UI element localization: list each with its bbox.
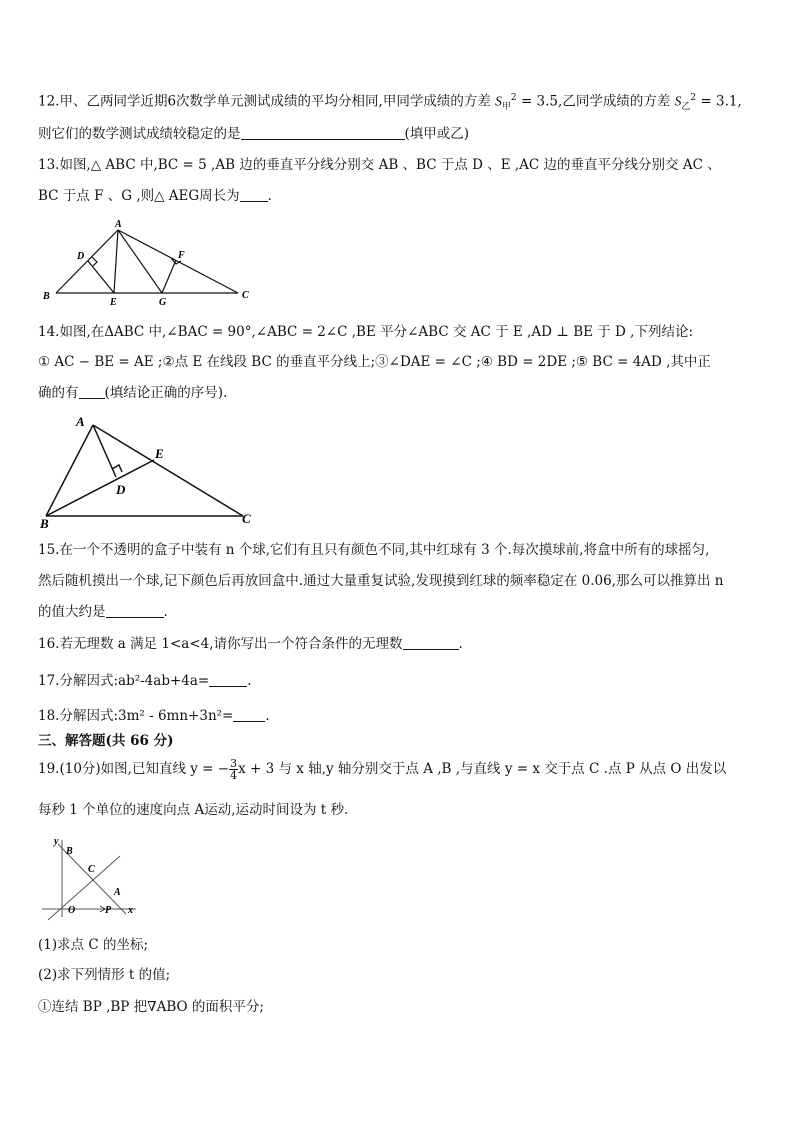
- q14-line2: ① AC − BE = AE ;②点 E 在线段 BC 的垂直平分线上;③∠DAE = ∠C ;④ BD = 2DE ;⑤ BC = 4AD ,其中正: [38, 354, 711, 370]
- answer-blank[interactable]: [79, 384, 105, 399]
- q13-label-e: E: [110, 297, 117, 308]
- q14-line3: 确的有 (填结论正确的序号).: [38, 385, 228, 401]
- q19-label-c: C: [88, 864, 95, 875]
- answer-blank[interactable]: [403, 635, 459, 650]
- q15-line2: 然后随机摸出一个球,记下颜色后再放回盒中.通过大量重复试验,发现摸到红球的频率稳定在 0.06,那么可以推算出 n: [38, 573, 724, 589]
- answer-blank[interactable]: [240, 187, 268, 202]
- section-heading: 三、解答题(共 66 分): [38, 733, 174, 749]
- q19-line1: 19.(10分)如图,已知直线 y = − $\frac{3}{4}$ x + 3 与 x 轴,y 轴分别交于点 A ,B ,与直线 y = x 交于点 C .点 P 从点 O 出发以: [38, 757, 727, 782]
- q19-label-o: O: [68, 905, 76, 916]
- q12-line1: 12.甲、乙两同学近期6次数学单元测试成绩的平均分相同,甲同学成绩的方差 $S_甲^2 = 3.5$,乙同学成绩的方差 $S_乙^2 = 3.1$,: [38, 93, 742, 113]
- q13-label-g: G: [159, 297, 167, 308]
- q13-label-c: C: [242, 290, 249, 301]
- q14-line1: 14.如图,在ΔABC 中,∠BAC = 90°,∠ABC = 2∠C ,BE 平分∠ABC 交 AC 于 E ,AD ⊥ BE 于 D ,下列结论:: [38, 324, 694, 340]
- q14-label-e: E: [155, 446, 164, 461]
- answer-blank[interactable]: [106, 603, 164, 618]
- q14-label-b: B: [40, 516, 49, 531]
- fraction: $\frac{3}{4}$: [230, 757, 238, 782]
- q12-line2: 则它们的数学测试成绩较稳定的是 (填甲或乙): [38, 126, 470, 142]
- q19-label-p: P: [105, 905, 112, 916]
- q14-label-c: C: [242, 511, 251, 526]
- answer-blank[interactable]: [241, 125, 405, 140]
- q19-label-a: A: [114, 887, 121, 898]
- q13-label-f: F: [178, 250, 185, 261]
- q14-label-a: A: [76, 414, 85, 429]
- q19-sub3: ①连结 BP ,BP 把∇ABO 的面积平分;: [38, 999, 264, 1015]
- q15-line3: 的值大约是 .: [38, 604, 168, 620]
- q15-line1: 15.在一个不透明的盒子中装有 n 个球,它们有且只有颜色不同,其中红球有 3 个.每次摸球前,将盒中所有的球摇匀,: [38, 542, 710, 558]
- q16-line: 16.若无理数 a 满足 1<a<4,请你写出一个符合条件的无理数 .: [38, 636, 463, 652]
- q13-label-d: D: [77, 251, 85, 262]
- q13-line1: 13.如图,△ ABC 中,BC = 5 ,AB 边的垂直平分线分别交 AB 、BC 于点 D 、E ,AC 边的垂直平分线分别交 AC 、: [38, 157, 721, 173]
- q18-line: 18.分解因式:3m² - 6mn+3n²= .: [38, 708, 270, 724]
- q13-figure: [38, 218, 268, 308]
- q19-label-y: y: [54, 836, 59, 847]
- q14-label-d: D: [116, 482, 126, 497]
- answer-blank[interactable]: [209, 672, 247, 687]
- q14-figure: [38, 410, 268, 530]
- q19-sub1: (1)求点 C 的坐标;: [38, 937, 149, 953]
- q17-line: 17.分解因式:ab²-4ab+4a= .: [38, 673, 252, 689]
- q19-label-x: x: [128, 905, 133, 916]
- q19-line2: 每秒 1 个单位的速度向点 A运动,运动时间设为 t 秒.: [38, 802, 349, 818]
- q19-sub2: (2)求下列情形 t 的值;: [38, 967, 171, 983]
- q13-label-b: B: [43, 291, 50, 302]
- q13-label-a: A: [115, 219, 122, 230]
- q13-line2: BC 于点 F 、G ,则△ AEG周长为 .: [38, 188, 272, 204]
- answer-blank[interactable]: [233, 707, 265, 722]
- q19-figure: [38, 832, 148, 922]
- q19-label-b: B: [66, 846, 73, 857]
